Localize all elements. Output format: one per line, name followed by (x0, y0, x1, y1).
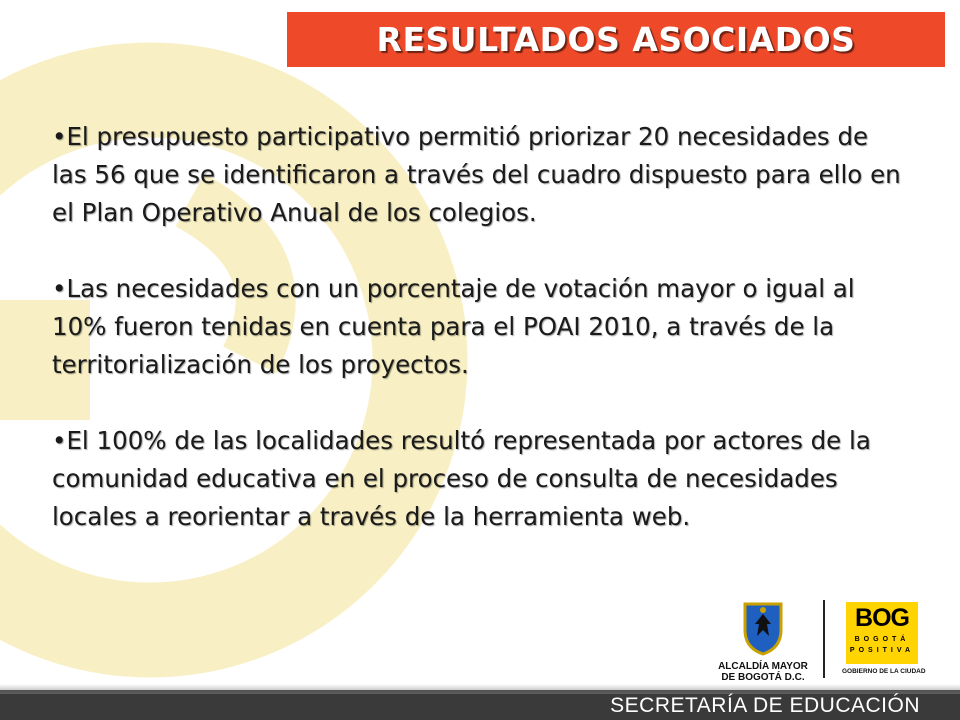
page-title: RESULTADOS ASOCIADOS (376, 20, 856, 59)
bog-logo-sub-2: POSITIVA (849, 647, 915, 654)
bullet-item-3 (34, 422, 904, 536)
footer-band (0, 690, 960, 720)
bullet-text-3: El 100% de las localidades resultó representada por actores de la comunidad educativa en el proceso de consulta de necesidades locales a reorientar a través de la herramienta web. (52, 426, 871, 531)
bullet-list (34, 118, 904, 574)
alcaldia-line-1: ALCALDÍA MAYOR (718, 661, 808, 672)
bullet-symbol: • (52, 122, 67, 151)
bullet-item-1 (34, 118, 904, 232)
alcaldia-line-2: DE BOGOTÁ D.C. (721, 672, 805, 683)
bog-logo-word: BOG (855, 604, 909, 632)
bullet-symbol: • (52, 274, 67, 303)
bog-logo-footer: GOBIERNO DE LA CIUDAD (842, 668, 926, 675)
bullet-text-2: Las necesidades con un porcentaje de votación mayor o igual al 10% fueron tenidas en cuenta para el POAI 2010, a través de la territorialización de los proyectos. (52, 274, 855, 379)
title-bar (287, 12, 945, 67)
bog-logo-box (846, 602, 918, 664)
alcaldia-logo (718, 600, 808, 683)
logo-divider (823, 600, 825, 678)
coat-of-arms-icon (741, 600, 785, 656)
bullet-symbol: • (52, 426, 67, 455)
footer-band-text: SECRETARÍA DE EDUCACIÓN (610, 694, 920, 717)
bogota-positiva-logo (842, 602, 926, 675)
bog-logo-sub-1: BOGOTÁ (854, 636, 910, 643)
bullet-text-1: El presupuesto participativo permitió priorizar 20 necesidades de las 56 que se identificaron a través del cuadro dispuesto para ello en el Plan Operativo Anual de los colegios. (52, 122, 901, 227)
bullet-item-2 (34, 270, 904, 384)
